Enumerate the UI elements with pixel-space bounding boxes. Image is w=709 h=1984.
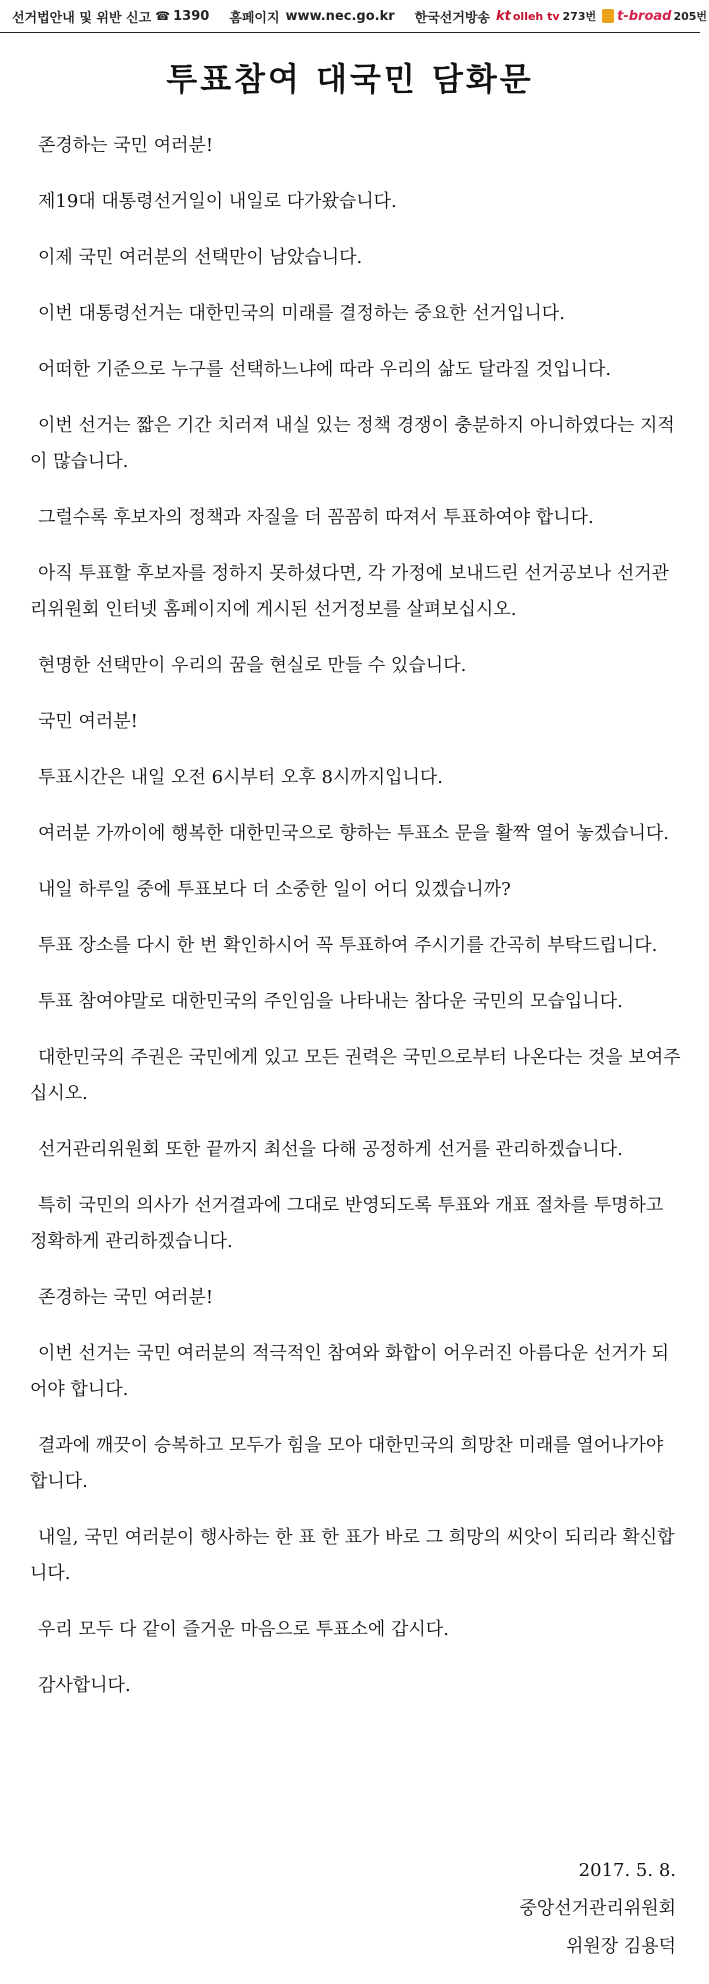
signature-block bbox=[520, 1852, 677, 1966]
top-info-bar bbox=[0, 0, 708, 33]
paragraph: 감사합니다. bbox=[38, 1675, 131, 1696]
homepage-link[interactable]: www.nec.go.kr bbox=[285, 8, 395, 24]
signature-chairman: 위원장 김용덕 bbox=[565, 1936, 676, 1957]
kt-logo: kt bbox=[496, 8, 511, 24]
hotline-number: 1390 bbox=[173, 8, 210, 24]
paragraph: 국민 여러분! bbox=[38, 711, 138, 732]
signature-date: 2017. 5. 8. bbox=[578, 1860, 676, 1881]
paragraph: 이번 선거는 국민 여러분의 적극적인 참여와 화합이 어우러진 아름다운 선거가 되어야 합니다. bbox=[30, 1343, 670, 1400]
paragraph: 현명한 선택만이 우리의 꿈을 현실로 만들 수 있습니다. bbox=[38, 655, 467, 676]
olleh-tv-logo: olleh tv bbox=[512, 9, 560, 23]
paragraph: 결과에 깨끗이 승복하고 모두가 힘을 모아 대한민국의 희망찬 미래를 열어나가야 합니다. bbox=[30, 1435, 664, 1492]
signature-organization: 중앙선거관리위원회 bbox=[519, 1898, 676, 1919]
paragraph: 투표 장소를 다시 한 번 확인하시어 꼭 투표하여 주시기를 간곡히 부탁드립니다. bbox=[38, 935, 658, 956]
tv-channel-info bbox=[405, 6, 709, 26]
homepage-label: 홈페이지 bbox=[229, 10, 280, 26]
tbroad-logo-icon bbox=[602, 9, 614, 23]
paragraph: 그럴수록 후보자의 정책과 자질을 더 꼼꼼히 따져서 투표하여야 합니다. bbox=[38, 507, 594, 528]
homepage-info bbox=[219, 6, 404, 26]
paragraph: 특히 국민의 의사가 선거결과에 그대로 반영되도록 투표와 개표 절차를 투명하고 정확하게 관리하겠습니다. bbox=[30, 1195, 664, 1252]
paragraph: 투표시간은 내일 오전 6시부터 오후 8시까지입니다. bbox=[38, 767, 443, 788]
statement-body bbox=[30, 128, 682, 1724]
paragraph: 존경하는 국민 여러분! bbox=[38, 135, 214, 156]
hotline-label: 선거법안내 및 위반 신고 bbox=[12, 10, 152, 26]
paragraph: 존경하는 국민 여러분! bbox=[38, 1287, 214, 1308]
tbroad-channel-number: 205번 bbox=[673, 10, 708, 23]
paragraph: 이번 선거는 짧은 기간 치러져 내실 있는 정책 경쟁이 충분하지 아니하였다는 지적이 많습니다. bbox=[30, 415, 675, 472]
hotline-info bbox=[0, 6, 219, 26]
kt-channel-number: 273번 bbox=[562, 10, 597, 23]
tbroad-logo: t-broad bbox=[617, 8, 672, 24]
paragraph: 대한민국의 주권은 국민에게 있고 모든 권력은 국민으로부터 나온다는 것을 보여주십시오. bbox=[30, 1047, 681, 1104]
paragraph: 내일 하루일 중에 투표보다 더 소중한 일이 어디 있겠습니까? bbox=[38, 879, 511, 900]
paragraph: 여러분 가까이에 행복한 대한민국으로 향하는 투표소 문을 활짝 열어 놓겠습니다. bbox=[38, 823, 670, 844]
paragraph: 투표 참여야말로 대한민국의 주인임을 나타내는 참다운 국민의 모습입니다. bbox=[38, 991, 623, 1012]
document-title: 투표참여 대국민 담화문 bbox=[166, 60, 534, 98]
paragraph: 이제 국민 여러분의 선택만이 남았습니다. bbox=[38, 247, 363, 268]
tv-label: 한국선거방송 bbox=[414, 10, 490, 26]
paragraph: 제19대 대통령선거일이 내일로 다가왔습니다. bbox=[38, 191, 397, 212]
paragraph: 선거관리위원회 또한 끝까지 최선을 다해 공정하게 선거를 관리하겠습니다. bbox=[38, 1139, 623, 1160]
paragraph: 아직 투표할 후보자를 정하지 못하셨다면, 각 가정에 보내드린 선거공보나 선거관리위원회 인터넷 홈페이지에 게시된 선거정보를 살펴보십시오. bbox=[30, 563, 670, 620]
paragraph: 이번 대통령선거는 대한민국의 미래를 결정하는 중요한 선거입니다. bbox=[38, 303, 565, 324]
paragraph: 내일, 국민 여러분이 행사하는 한 표 한 표가 바로 그 희망의 씨앗이 되리라 확신합니다. bbox=[30, 1527, 675, 1584]
paragraph: 우리 모두 다 같이 즐거운 마음으로 투표소에 갑시다. bbox=[38, 1619, 449, 1640]
tbroad-info bbox=[602, 8, 707, 24]
paragraph: 어떠한 기준으로 누구를 선택하느냐에 따라 우리의 삶도 달라질 것입니다. bbox=[38, 359, 612, 380]
phone-icon: ☎ bbox=[155, 9, 171, 23]
